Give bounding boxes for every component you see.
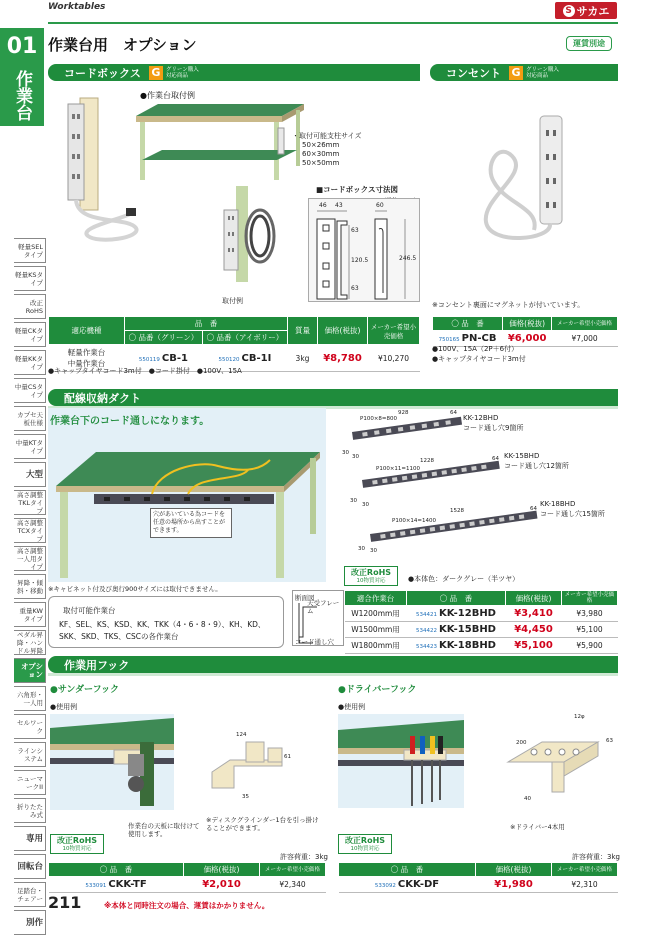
price: ¥1,980: [476, 877, 552, 893]
duct18-name: KK-18BHD: [540, 500, 576, 508]
duct-callout: 穴があいている為コードを任意の場所から出すことができます。: [150, 508, 232, 538]
outlet-notes: [432, 344, 526, 364]
hooks-section: [48, 656, 618, 676]
duct18-length: 1528: [450, 508, 464, 514]
driver-dim-w: 200: [516, 740, 527, 746]
outlet-note-1: ●100V、15A（2P＋6付）: [432, 345, 519, 353]
duct18-end: 64: [530, 506, 537, 512]
size: W1800mm用: [345, 638, 407, 654]
col-table-size: 適合作業台: [345, 591, 407, 606]
part-number: KK-12BHD: [439, 608, 496, 619]
sander-load: 許容荷重：3kg: [280, 853, 328, 861]
col-msrp: メーカー希望小売価格: [368, 317, 420, 345]
pillar-sizes-title: ・取付可能支柱サイズ: [292, 132, 362, 140]
col-part: 〇 品 番: [339, 863, 476, 877]
col-part: 〇 品 番: [433, 317, 503, 331]
part-number: CB-1: [161, 352, 188, 364]
worktable-image: [132, 98, 307, 182]
cord-box-note: ●キャップタイヤコード3m付 ●コード掛付 ●100V、15A: [48, 367, 242, 375]
duct-product-drawings: [340, 410, 618, 556]
dim-w2: 43: [335, 202, 343, 209]
dim-h2: 120.5: [351, 257, 369, 264]
driver-usage: ●使用例: [338, 703, 366, 711]
msrp: ¥5,100: [562, 622, 618, 638]
pillar-size-3: 50×50mm: [302, 159, 340, 167]
side-tab[interactable]: 軽量SELタイプ: [14, 238, 46, 263]
duct12-d: 30: [352, 454, 359, 460]
section-title: 配線収納ダクト: [64, 391, 141, 405]
duct15-d: 30: [362, 502, 369, 508]
outlet-note-2: ●キャップタイヤコード3m付: [432, 355, 526, 363]
side-tab[interactable]: 六角形・一人用: [14, 686, 46, 711]
msrp: ¥10,270: [368, 345, 420, 372]
series-label: Worktables: [48, 2, 106, 12]
sander-dim-w: 124: [236, 732, 247, 738]
sander-dim-h: 61: [284, 754, 291, 760]
logo-mark: S: [563, 5, 575, 17]
side-tab[interactable]: 重量KWタイプ: [14, 602, 46, 627]
side-tab[interactable]: 高さ調整一人用タイプ: [14, 546, 46, 571]
brand-logo: [555, 2, 617, 19]
duct-table: [344, 590, 618, 654]
body-color: ●本体色：ダークグレー（半ツヤ）: [408, 575, 520, 583]
side-tab[interactable]: 折りたたみ式: [14, 798, 46, 823]
sander-title: ●サンダーフック: [50, 685, 119, 695]
dim-w1: 46: [319, 202, 327, 209]
cord-box-image: [58, 96, 142, 246]
section-title: 作業用フック: [64, 658, 130, 672]
worktable-illustration: [132, 98, 307, 182]
col-msrp: メーカー希望小売価格: [562, 591, 618, 606]
sander-table: [48, 862, 326, 893]
section-view: [292, 590, 344, 646]
green-purchase-label: グリーン購入対応商品: [526, 66, 559, 79]
duct18-pitch: P100×14=1400: [392, 518, 437, 524]
col-part-group: 品 番: [125, 317, 288, 331]
part-number: KK-18BHD: [439, 640, 496, 651]
col-part: 〇 品 番: [49, 863, 184, 877]
driver-photo: [338, 714, 464, 808]
driver-hook-drawing: [502, 712, 618, 808]
dim-h-total: 246.5: [399, 255, 417, 262]
sander-hook-image: [210, 732, 290, 802]
duct15-length: 1228: [420, 458, 434, 464]
price: ¥2,010: [184, 877, 260, 893]
category-text: 作業台: [12, 69, 32, 121]
item-code: 550119: [138, 356, 160, 363]
dim-h1: 63: [351, 227, 359, 234]
side-tab[interactable]: 改正RoHS: [14, 294, 46, 319]
section-header: [48, 64, 420, 81]
side-tab[interactable]: セルワーク: [14, 714, 46, 739]
side-tab[interactable]: 軽量KSタイプ: [14, 266, 46, 291]
price: ¥3,410: [506, 606, 562, 622]
col-part-green: 〇 品番（グリーン）: [125, 331, 203, 345]
section-strip: [48, 673, 618, 676]
duct15-name: KK-15BHD: [504, 452, 540, 460]
part-number: KK-15BHD: [439, 624, 496, 635]
duct-subtitle: 作業台下のコード通しになります。: [50, 416, 210, 427]
duct-section: [48, 389, 618, 409]
part-number: CKK-DF: [397, 879, 440, 890]
msrp: ¥3,980: [562, 606, 618, 622]
cabinet-note: ※キャビネット付及び奥行900サイズには取付できません。: [48, 585, 222, 593]
table-row: [345, 638, 618, 654]
duct-photo: [48, 408, 326, 582]
cord-box-section: [48, 64, 420, 81]
outlet-table: [432, 316, 618, 347]
side-tab[interactable]: カプセ天板仕様: [14, 406, 46, 431]
model-1: 軽量作業台: [67, 348, 106, 357]
section-title: コードボックス: [64, 66, 141, 80]
table-row: [49, 877, 326, 893]
outlet-section: [430, 64, 618, 81]
side-tab[interactable]: 昇降・傾斜・移動: [14, 574, 46, 599]
rohs-main: 改正RoHS: [344, 836, 386, 845]
duct15-h: 30: [350, 498, 357, 504]
driver-note: ※ドライバー4本用: [510, 823, 565, 831]
col-weight: 質量: [288, 317, 318, 345]
item-code: 533091: [85, 883, 107, 889]
item-code: 534423: [416, 644, 437, 650]
section-header: [48, 389, 618, 406]
rohs-badge: [338, 834, 392, 854]
side-tab[interactable]: 大型: [14, 462, 46, 487]
rohs-sub: 10物質対応: [350, 846, 380, 852]
msrp: ¥5,900: [562, 638, 618, 654]
applicable-models: KF、SEL、KS、KSD、KK、TKK（4・6・8・9）、KH、KD、SKK、SKD、TKS、CSCの各作業台: [59, 620, 266, 641]
table-row: [345, 622, 618, 638]
price: ¥5,100: [506, 638, 562, 654]
rohs-main: 改正RoHS: [56, 836, 98, 845]
dimension-diagram: [308, 198, 420, 302]
driver-dim-h: 63: [606, 738, 613, 744]
col-model: 適応機種: [49, 317, 125, 345]
outlet-photo: [470, 112, 580, 248]
mount-closeup-photo: [210, 186, 280, 294]
pillar-sizes: [292, 132, 361, 168]
side-tab[interactable]: 軽量KKタイプ: [14, 350, 46, 375]
hole-label: コード通し穴: [295, 638, 334, 646]
duct15-pitch: P100×11=1100: [376, 466, 421, 472]
side-tab[interactable]: ペダル昇降・ハンドル昇降: [14, 630, 46, 655]
col-msrp: メーカー希望小売価格: [552, 317, 618, 331]
chapter-category: [0, 64, 44, 126]
table-row: [339, 877, 618, 893]
side-tab[interactable]: 専用: [14, 826, 46, 851]
section-header: [430, 64, 618, 81]
driver-dim-d: 40: [524, 796, 531, 802]
sander-usage-caption: 作業台の天板に取付けて使用します。: [128, 822, 200, 838]
mount-label: 取付例: [222, 297, 243, 305]
pillar-size-1: 50×26mm: [302, 141, 340, 149]
col-price: 価格(税抜): [184, 863, 260, 877]
part-number: CB-1I: [241, 352, 272, 364]
sander-photo: [50, 714, 174, 810]
item-code: 750165: [438, 337, 460, 343]
chapter-number: 01: [0, 28, 44, 64]
dim-h3: 63: [351, 285, 359, 292]
duct12-name: KK-12BHD: [463, 414, 499, 422]
sander-dim-d: 35: [242, 794, 249, 800]
shipping-badge: 運賃別途: [566, 36, 612, 51]
applicable-tables-box: [48, 596, 284, 648]
driver-load: 許容荷重：3kg: [572, 853, 620, 861]
driver-hook-image: [502, 712, 618, 808]
price: ¥6,000: [503, 331, 552, 347]
dimension-drawing: [309, 199, 421, 303]
msrp: ¥7,000: [552, 331, 618, 347]
rohs-main: 改正RoHS: [350, 568, 392, 577]
mount-closeup-image: [210, 186, 280, 294]
frame-label: 天受フレーム: [307, 599, 340, 615]
part-number: CKK-TF: [108, 879, 147, 890]
col-part-ivory: 〇 品番（アイボリー）: [202, 331, 287, 345]
cord-box-photo: [58, 96, 142, 246]
cord-box-table: [48, 316, 420, 372]
dim-title: ■コードボックス寸法図: [316, 185, 399, 194]
col-msrp: メーカー希望小売価格: [552, 863, 618, 877]
part-number: PN-CB: [461, 333, 497, 344]
footer-note: ※本体と同時注文の場合、運賃はかかりません。: [104, 901, 270, 910]
mount-example-label: ●作業台取付例: [140, 91, 195, 100]
price: ¥4,450: [506, 622, 562, 638]
rohs-sub: 10物質対応: [356, 578, 386, 584]
duct18-h: 30: [358, 546, 365, 552]
col-price: 価格(税抜): [318, 317, 368, 345]
sander-note: ※ディスクグラインダー1台を引っ掛けることができます。: [206, 816, 319, 832]
duct15-desc: コード通し穴12箇所: [504, 462, 569, 470]
dim-w3: 60: [376, 202, 384, 209]
green-purchase-icon: G: [509, 66, 523, 80]
duct12-h: 30: [342, 450, 349, 456]
green-purchase-label: グリーン購入対応商品: [165, 66, 199, 79]
item-code: 550120: [218, 356, 240, 363]
driver-table: [338, 862, 618, 893]
duct18-d: 30: [370, 548, 377, 554]
weight: 3kg: [288, 345, 318, 372]
size: W1500mm用: [345, 622, 407, 638]
model-2: 中量作業台: [67, 359, 106, 368]
duct18-desc: コード通し穴15箇所: [540, 510, 605, 518]
section-title: コンセント: [446, 66, 501, 80]
section-header: [48, 656, 618, 673]
col-price: 価格(税抜): [476, 863, 552, 877]
side-tab[interactable]: 中量CSタイプ: [14, 378, 46, 403]
duct-table-image: [48, 430, 326, 582]
driver-title: ●ドライバーフック: [338, 685, 417, 695]
side-tab[interactable]: オプション: [14, 658, 46, 683]
msrp: ¥2,340: [260, 877, 326, 893]
side-tab[interactable]: 別作: [14, 910, 46, 935]
col-msrp: メーカー希望小売価格: [260, 863, 326, 877]
magnet-note: ※コンセント裏面にマグネットが付いています。: [432, 301, 585, 309]
logo-text: サカエ: [576, 4, 610, 18]
driver-image: [338, 714, 464, 808]
duct12-end: 64: [450, 410, 457, 416]
duct12-length: 928: [398, 410, 409, 416]
sander-image: [50, 714, 174, 810]
msrp: ¥2,310: [552, 877, 618, 893]
side-tab[interactable]: 軽量CKタイプ: [14, 322, 46, 347]
sander-usage: ●使用例: [50, 703, 78, 711]
col-price: 価格(税抜): [506, 591, 562, 606]
side-index-tabs: [14, 238, 46, 938]
table-row: [345, 606, 618, 622]
side-tab[interactable]: 足踏台・チェアー: [14, 882, 46, 907]
duct12-pitch: P100×8=800: [360, 416, 398, 422]
side-tab[interactable]: 高さ調整TKLタイプ: [14, 490, 46, 515]
section-view-label: 断面図: [295, 594, 315, 602]
rohs-badge: [344, 566, 398, 586]
side-tab[interactable]: 中量KTタイプ: [14, 434, 46, 459]
header-rule: [48, 22, 618, 24]
applicable-title: 取付可能作業台: [63, 606, 116, 615]
side-tab[interactable]: 回転台: [14, 854, 46, 879]
rohs-sub: 10物質対応: [62, 846, 92, 852]
page-number: 211: [48, 893, 82, 912]
item-code: 534422: [416, 628, 437, 634]
side-tab[interactable]: ラインシステム: [14, 742, 46, 767]
side-tab[interactable]: 高さ調整TCXタイプ: [14, 518, 46, 543]
item-code: 534421: [416, 612, 437, 618]
page-title: 作業台用 オプション: [48, 36, 197, 54]
size: W1200mm用: [345, 606, 407, 622]
item-code: 533092: [374, 883, 396, 889]
price: ¥8,780: [318, 345, 368, 372]
green-purchase-icon: G: [149, 66, 163, 80]
sander-hook-drawing: [210, 732, 290, 802]
rohs-badge: [50, 834, 104, 854]
duct15-end: 64: [492, 456, 499, 462]
outlet-image: [470, 112, 580, 248]
pillar-size-2: 60×30mm: [302, 150, 340, 158]
col-price: 価格(税抜): [503, 317, 552, 331]
side-tab[interactable]: ニューマークII: [14, 770, 46, 795]
duct12-desc: コード通し穴9箇所: [463, 424, 524, 432]
driver-dim-hole: 12φ: [574, 714, 585, 720]
col-part: 〇 品 番: [407, 591, 506, 606]
